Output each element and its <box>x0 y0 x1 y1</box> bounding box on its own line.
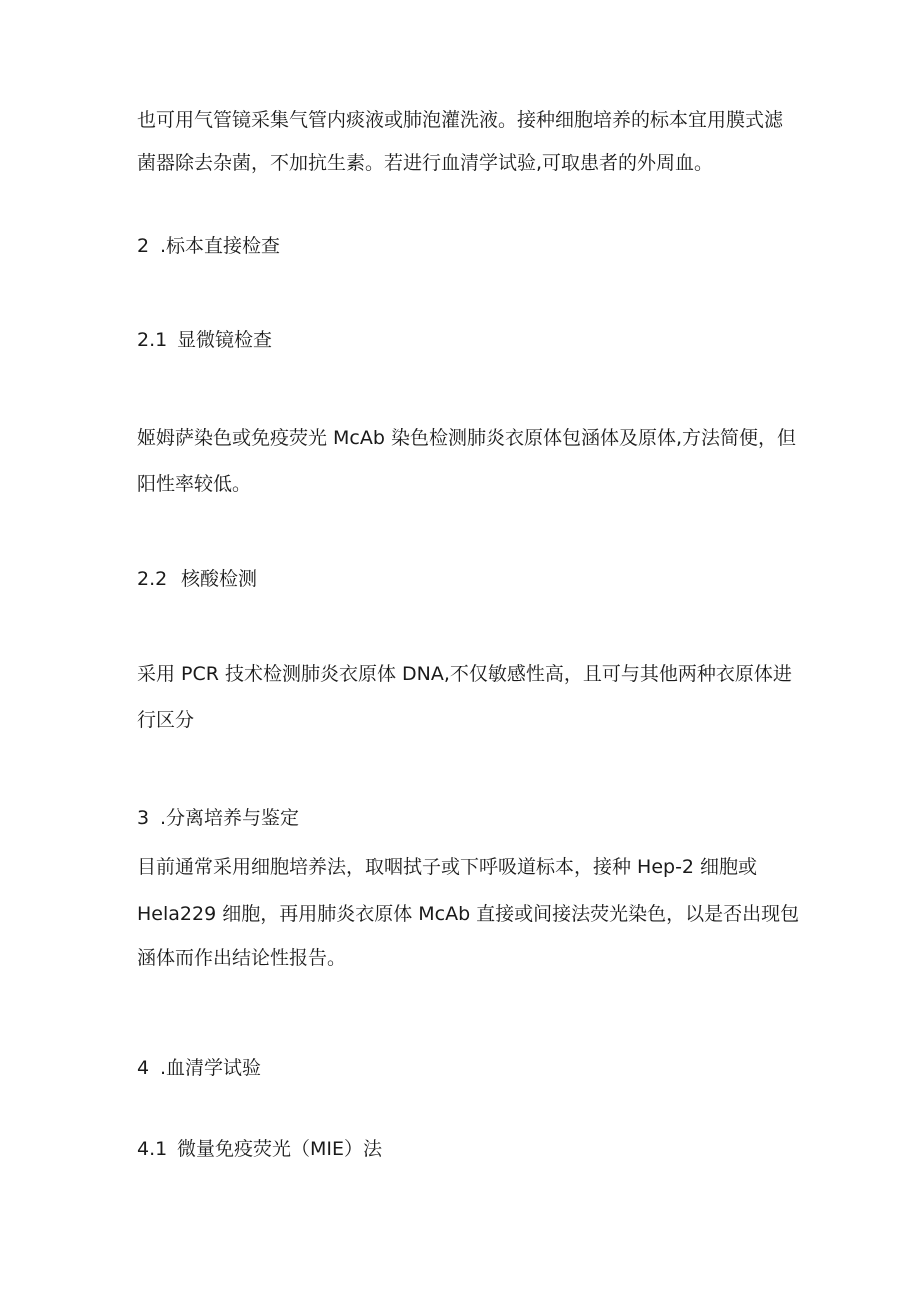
section-heading-4-1 <box>137 1137 382 1161</box>
section-heading-4 <box>137 1056 261 1080</box>
section-title: .血清学试验 <box>160 1057 262 1079</box>
paragraph-line: 阳性率较低。 <box>137 473 252 495</box>
paragraph-line: Hela229 细胞，再用肺炎衣原体 McAb 直接或间接法荧光染色，以是否出现包 <box>137 903 800 925</box>
intro-paragraph <box>137 108 787 175</box>
paragraph-line: 姬姆萨染色或免疫荧光 McAb 染色检测肺炎衣原体包涵体及原体,方法简便，但 <box>137 427 797 449</box>
section-heading-2 <box>137 234 280 258</box>
paragraph-line: 采用 PCR 技术检测肺炎衣原体 DNA,不仅敏感性高，且可与其他两种衣原体进 <box>137 663 792 685</box>
section-heading-2-1 <box>137 328 272 352</box>
section-heading-2-2 <box>137 567 257 591</box>
pcr-paragraph <box>137 662 792 732</box>
section-number: 3 <box>137 807 150 829</box>
section-number: 4.1 <box>137 1138 168 1160</box>
section-number: 2 <box>137 235 150 257</box>
culture-paragraph <box>137 855 800 970</box>
paragraph-line: 行区分 <box>137 709 195 731</box>
section-title: 显微镜检查 <box>177 329 273 351</box>
microscopy-paragraph <box>137 426 797 496</box>
paragraph-line: 菌器除去杂菌，不加抗生素。若进行血清学试验,可取患者的外周血。 <box>137 152 714 174</box>
section-number: 2.1 <box>137 329 168 351</box>
section-title: .标本直接检查 <box>160 235 281 257</box>
section-title: .分离培养与鉴定 <box>160 807 300 829</box>
section-number: 2.2 <box>137 568 168 590</box>
section-number: 4 <box>137 1057 150 1079</box>
section-title: 微量免疫荧光（MIE）法 <box>177 1138 383 1160</box>
section-title: 核酸检测 <box>181 568 258 590</box>
paragraph-line: 目前通常采用细胞培养法，取咽拭子或下呼吸道标本，接种 Hep-2 细胞或 <box>137 856 758 878</box>
section-heading-3 <box>137 806 299 830</box>
paragraph-line: 也可用气管镜采集气管内痰液或肺泡灌洗液。接种细胞培养的标本宜用膜式滤 <box>137 109 784 131</box>
paragraph-line: 涵体而作出结论性报告。 <box>137 947 347 969</box>
